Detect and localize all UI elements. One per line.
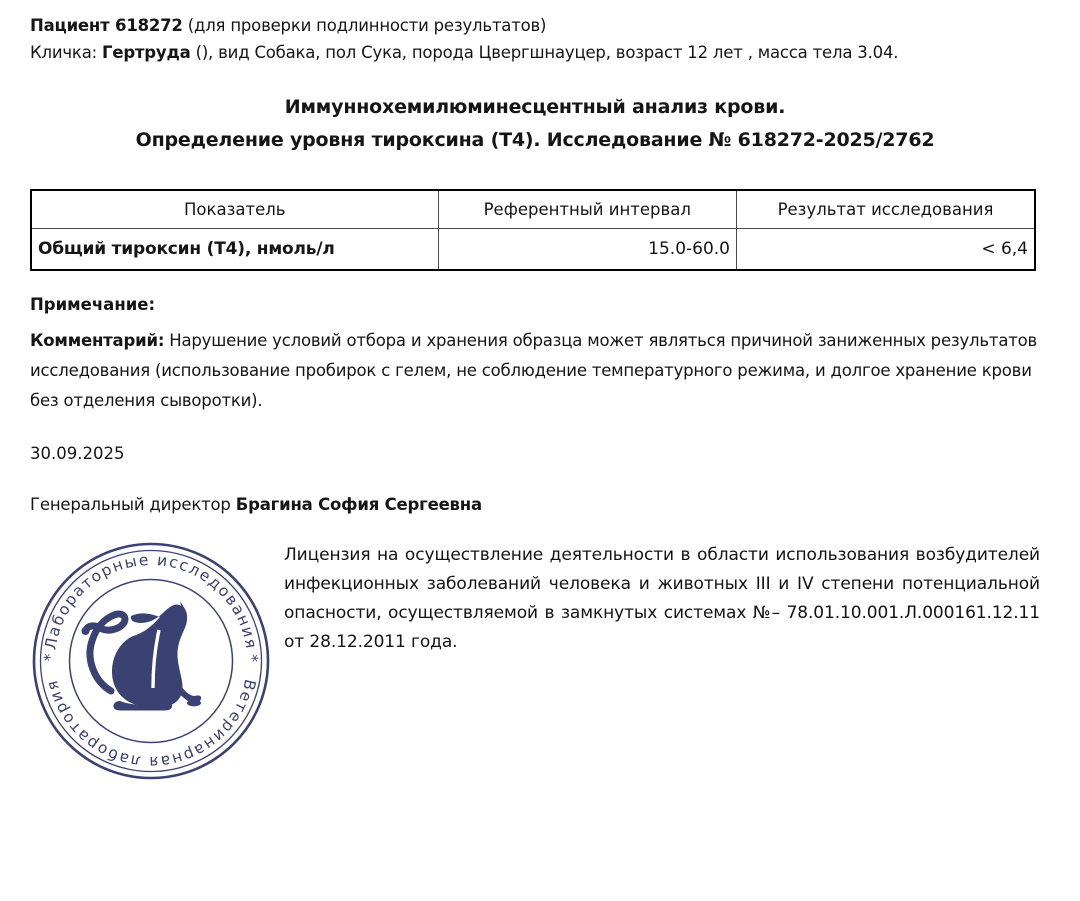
patient-id: Пациент 618272 [30, 16, 183, 35]
comment-text: Нарушение условий отбора и хранения образца может являться причиной заниженных результатов исследования (использование пробирок с гелем, не соблюдение температурного режима, и долгое хранение крови без отделения сыворотки). [30, 331, 1038, 410]
cell-reference-interval: 15.0-60.0 [438, 229, 736, 271]
patient-details-line [30, 39, 1040, 66]
director-line [30, 495, 1040, 514]
report-title [30, 91, 1040, 157]
pet-details: (), вид Собака, пол Сука, порода Цвергшнауцер, возраст 12 лет , масса тела 3.04. [190, 43, 899, 62]
pet-name: Гертруда [102, 43, 191, 62]
license-text: Лицензия на осуществление деятельности в области использования возбудителей инфекционных заболеваний человека и животных III и IV степени потенциальной опасности, осуществляемой в замкнутых системах №– 78.01.10.001.Л.000161.12.11 от 28.12.2011 года. [284, 545, 1040, 652]
table-row [31, 229, 1035, 271]
director-title: Генеральный директор [30, 495, 236, 514]
column-header-result: Результат исследования [737, 190, 1036, 229]
patient-id-line [30, 12, 1040, 39]
report-title-line1: Иммуннохемилюминесцентный анализ крови. [284, 96, 786, 118]
results-table [30, 189, 1036, 271]
pet-name-label: Кличка: [30, 43, 103, 62]
note-label: Примечание: [30, 295, 156, 314]
report-title-line2: Определение уровня тироксина (Т4). Исследование № 618272-2025/2762 [135, 129, 935, 151]
director-name: Брагина София Сергеевна [235, 495, 482, 514]
dog-silhouette-icon [82, 601, 202, 711]
patient-id-note: (для проверки подлинности результатов) [182, 16, 547, 35]
report-date: 30.09.2025 [30, 444, 125, 463]
stamp-arc-top-text: Лабораторные исследования [41, 550, 261, 652]
column-header-indicator: Показатель [31, 190, 438, 229]
comment-label: Комментарий: [30, 331, 165, 350]
lab-stamp [30, 540, 272, 782]
cell-indicator: Общий тироксин (Т4), нмоль/л [31, 229, 438, 271]
stamp-separator-right: * [242, 654, 262, 664]
lab-stamp-seal [30, 540, 272, 782]
stamp-separator-left: * [40, 651, 60, 662]
results-table-header-row [31, 190, 1035, 229]
cell-result: < 6,4 [737, 229, 1036, 271]
footer-block [30, 540, 1040, 782]
comment-paragraph [30, 326, 1040, 416]
column-header-reference-interval: Референтный интервал [438, 190, 736, 229]
stamp-arc-bottom-text: Ветеринарная лаборатория [42, 677, 260, 772]
